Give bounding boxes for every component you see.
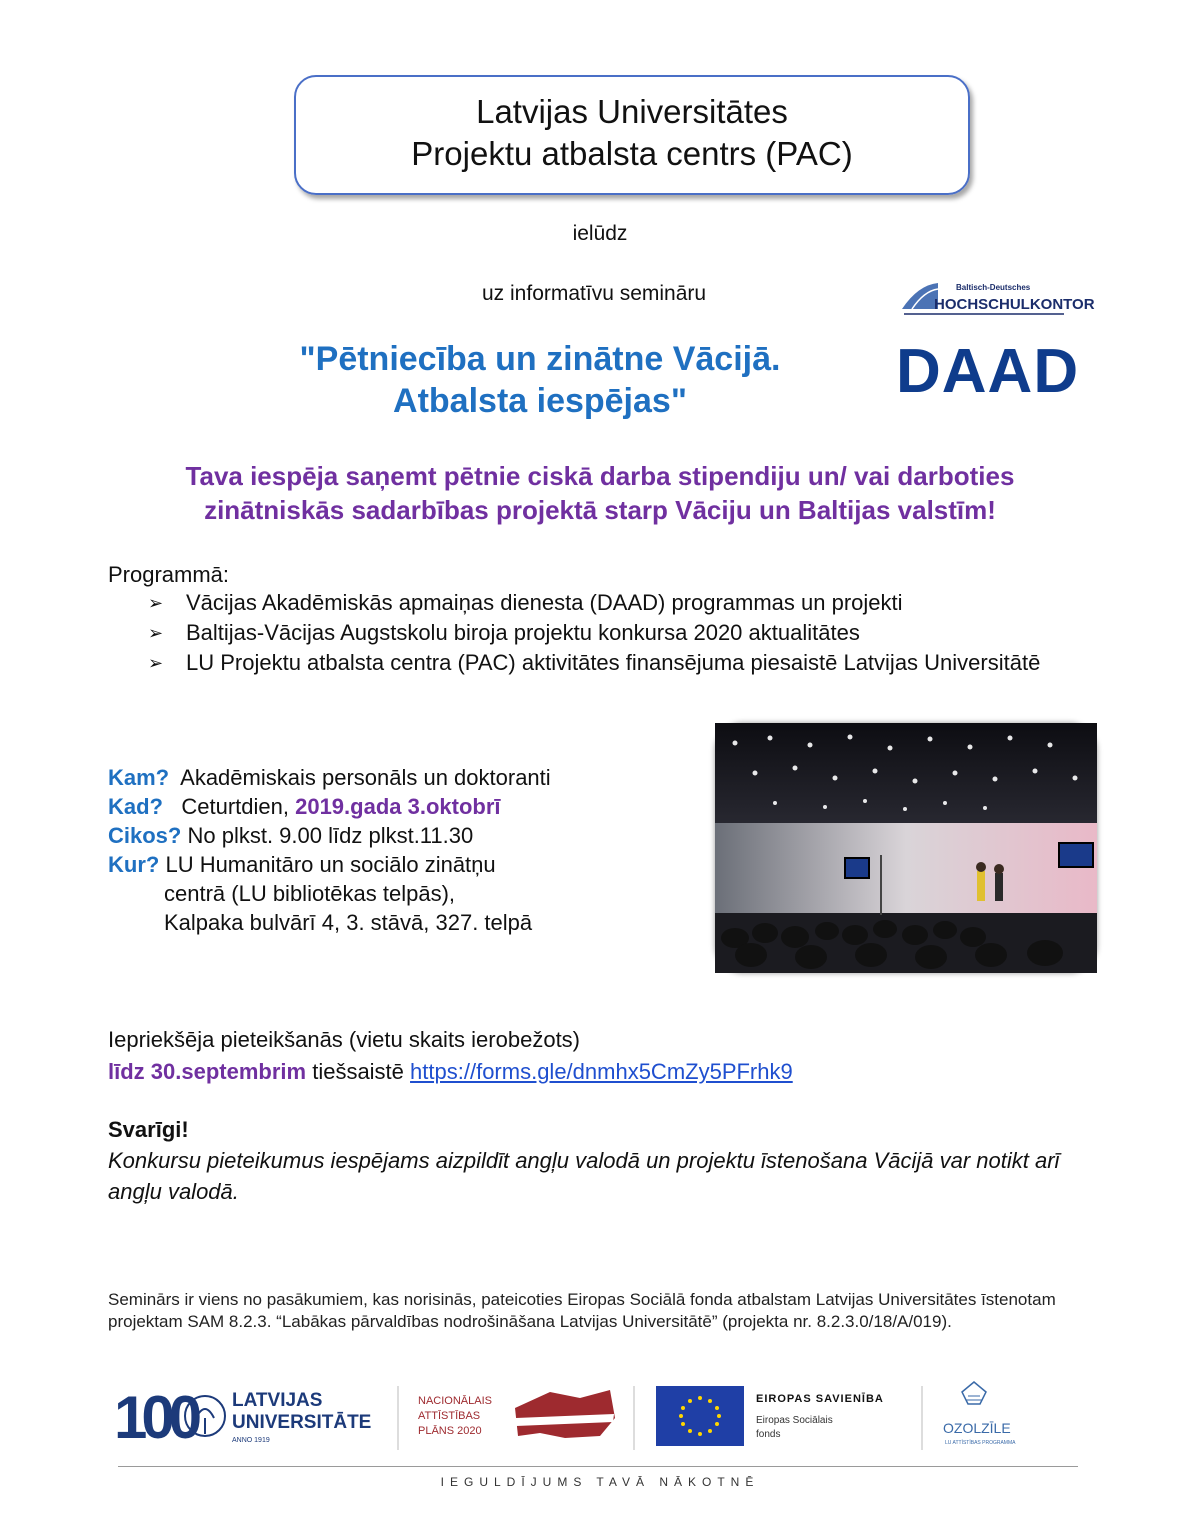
arrowhead-bullet-icon: ➢ bbox=[148, 593, 164, 613]
time-value: No plkst. 9.00 līdz plkst.11.30 bbox=[187, 823, 474, 848]
when-date: 2019.gada 3.oktobrī bbox=[295, 794, 501, 819]
where-label: Kur? bbox=[108, 852, 160, 877]
program-list bbox=[148, 588, 1108, 678]
detail-who bbox=[108, 763, 551, 792]
lu-100-logo bbox=[114, 1384, 371, 1451]
lu-name-line-2: UNIVERSITĀTE bbox=[232, 1412, 372, 1433]
registration-line-2 bbox=[108, 1056, 793, 1088]
daad-logo: DAAD bbox=[896, 337, 1080, 406]
header-line-1: Latvijas Universitātes bbox=[476, 93, 788, 130]
bhk-top-text: Baltisch-Deutsches bbox=[956, 283, 1031, 292]
eu-flag-icon bbox=[656, 1386, 744, 1446]
footer-logos bbox=[110, 1378, 1110, 1458]
bhk-logo bbox=[898, 279, 1095, 319]
eu-title: EIROPAS SAVIENĪBA bbox=[756, 1393, 884, 1405]
ozolzile-logo bbox=[943, 1382, 1016, 1446]
registration-online: tiešsaistē bbox=[312, 1059, 404, 1084]
detail-time bbox=[108, 821, 551, 850]
footnote: Seminārs ir viens no pasākumiem, kas norisinās, pateicoties Eiropas Sociālā fonda atbalstam Latvijas Universitātes īstenotam projektam SAM 8.2.3. “Labākas pārvaldības nodrošināšana Latvijas Universitātē” (projekta nr. 8.2.3.0/18/A/019). bbox=[108, 1290, 1056, 1331]
lu-anno: ANNO 1919 bbox=[232, 1437, 270, 1444]
important-note bbox=[108, 1114, 1108, 1207]
important-heading: Svarīgi! bbox=[108, 1117, 189, 1142]
when-label: Kad? bbox=[108, 794, 163, 819]
invite-text: ielūdz bbox=[572, 222, 628, 245]
program-item-text: Baltijas-Vācijas Augstskolu biroja projektu konkursa 2020 aktualitātes bbox=[186, 620, 860, 645]
where-line-1: LU Humanitāro un sociālo zinātņu bbox=[165, 852, 496, 877]
event-photo-illustration bbox=[715, 723, 1097, 973]
time-label: Cikos? bbox=[108, 823, 182, 848]
registration bbox=[108, 1024, 793, 1088]
event-details bbox=[108, 763, 551, 937]
eu-sub-1: Eiropas Sociālais bbox=[756, 1415, 833, 1426]
arrowhead-bullet-icon: ➢ bbox=[148, 623, 164, 643]
program-item bbox=[148, 618, 1108, 648]
seminar-title-line-2: Atbalsta iespējas" bbox=[393, 382, 687, 420]
ozolzile-name: OZOLZĪLE bbox=[943, 1420, 1011, 1436]
tagline bbox=[60, 459, 1140, 527]
who-value: Akadēmiskais personāls un doktoranti bbox=[180, 765, 551, 790]
when-prefix: Ceturtdien, bbox=[181, 794, 289, 819]
registration-link[interactable]: https://forms.gle/dnmhx5CmZy5PFrhk9 bbox=[410, 1059, 793, 1084]
lu-100-number: 100 bbox=[114, 1384, 197, 1451]
footer-logos-graphic bbox=[110, 1378, 1110, 1458]
bhk-bottom-text: HOCHSCHULKONTOR bbox=[934, 296, 1095, 313]
lu-name-line-1: LATVIJAS bbox=[232, 1390, 323, 1411]
slogan: IEGULDĪJUMS TAVĀ NĀKOTNĒ bbox=[440, 1475, 760, 1489]
program-item-text: Vācijas Akadēmiskās apmaiņas dienesta (DAAD) programmas un projekti bbox=[186, 590, 903, 615]
ozolzile-sub: LU ATTĪSTĪBAS PROGRAMMA bbox=[945, 1440, 1016, 1446]
registration-line-1: Iepriekšēja pieteikšanās (vietu skaits ierobežots) bbox=[108, 1027, 581, 1052]
header-box bbox=[294, 75, 970, 195]
arrowhead-bullet-icon: ➢ bbox=[148, 653, 164, 673]
tagline-line-1: Tava iespēja saņemt pētnie ciskā darba stipendiju un/ vai darboties bbox=[185, 461, 1015, 491]
nap-line-1: NACIONĀLAIS bbox=[418, 1395, 492, 1407]
header-line-2: Projektu atbalsta centrs (PAC) bbox=[411, 135, 853, 172]
detail-where bbox=[108, 850, 551, 937]
seminar-title-line-1: "Pētniecība un zinātne Vācijā. bbox=[299, 340, 781, 378]
program-label: Programmā: bbox=[108, 562, 230, 587]
bhk-logo-graphic bbox=[898, 279, 1095, 319]
program-item bbox=[148, 648, 1066, 678]
nap-line-2: ATTĪSTĪBAS bbox=[418, 1410, 481, 1422]
footer-divider bbox=[118, 1466, 1078, 1467]
program-item bbox=[148, 588, 1108, 618]
nap-line-3: PLĀNS 2020 bbox=[418, 1425, 482, 1437]
important-text: Konkursu pieteikumus iespējams aizpildīt angļu valodā un projektu īstenošana Vācijā var notikt arī angļu valodā. bbox=[108, 1148, 1060, 1204]
program-item-text: LU Projektu atbalsta centra (PAC) aktivitātes finansējuma piesaistē Latvijas Universitātē bbox=[186, 650, 1041, 675]
tagline-line-2: zinātniskās sadarbības projektā starp Vāciju un Baltijas valstīm! bbox=[204, 495, 996, 525]
where-line-2: centrā (LU bibliotēkas telpās), bbox=[164, 881, 456, 906]
who-label: Kam? bbox=[108, 765, 170, 790]
nap2020-logo bbox=[418, 1390, 615, 1438]
eu-sub-2: fonds bbox=[756, 1429, 781, 1440]
event-photo bbox=[715, 723, 1097, 973]
seminar-title bbox=[150, 338, 930, 422]
seminar-intro: uz informatīvu semināru bbox=[482, 282, 707, 305]
registration-deadline: līdz 30.septembrim bbox=[108, 1059, 307, 1084]
where-line-3: Kalpaka bulvārī 4, 3. stāvā, 327. telpā bbox=[164, 910, 533, 935]
detail-when bbox=[108, 792, 551, 821]
